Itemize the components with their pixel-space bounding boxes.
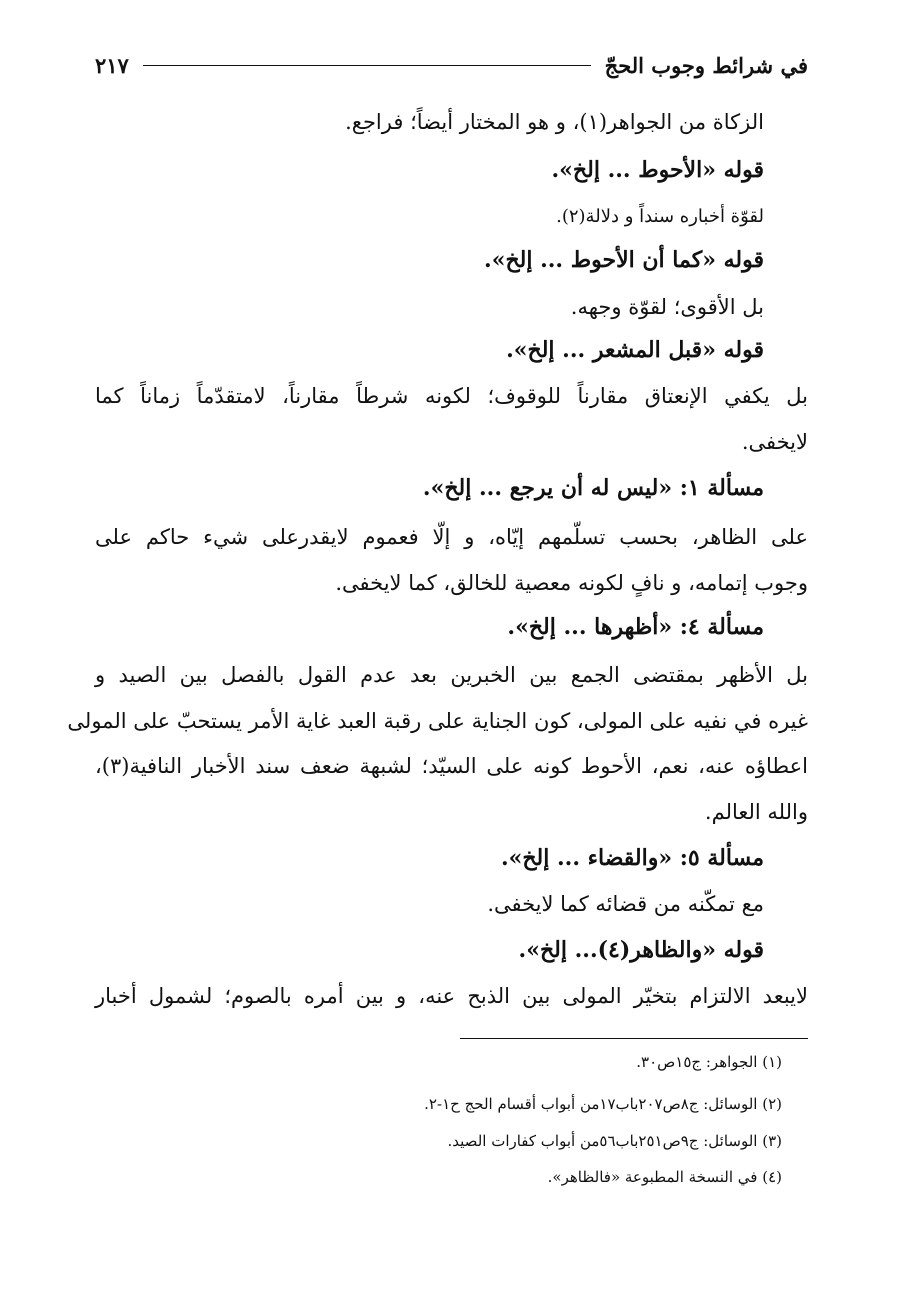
body-line: بل الأقوى؛ لقوّة وجهه. <box>570 295 764 319</box>
footnote: (٢) الوسائل: ج٨ص٢٠٧باب١٧من أبواب أقسام الحج ح١-٢. <box>424 1095 782 1113</box>
heading-line: مسألة ٤: «أظهرها ... إلخ». <box>507 614 764 640</box>
heading-line: قوله «والظاهر(٤)... إلخ». <box>518 937 764 963</box>
body-line: لايخفى. <box>741 430 808 454</box>
body-line: الزكاة من الجواهر(١)، و هو المختار أيضاً؛ فراجع. <box>345 110 764 134</box>
heading-line: مسألة ٥: «والقضاء ... إلخ». <box>500 845 764 871</box>
body-line: بل الأظهر بمقتضى الجمع بين الخبرين بعد عدم القول بالفصل بين الصيد و <box>95 663 808 687</box>
footnote-rule <box>460 1038 808 1039</box>
body-line: والله العالم. <box>704 800 808 824</box>
footnote: (٣) الوسائل: ج٩ص٢٥١باب٥٦من أبواب كفارات الصيد. <box>447 1132 782 1150</box>
body-line: وجوب إتمامه، و نافٍ لكونه معصية للخالق، كما لايخفى. <box>335 571 808 595</box>
body-line: غيره في نفيه على المولى، كون الجناية على رقبة العبد غاية الأمر يستحبّ على المولى <box>67 709 808 733</box>
footnote: (١) الجواهر: ج١٥ص٣٠. <box>636 1053 782 1071</box>
body-line: على الظاهر، بحسب تسلّمهم إيّاه، و إلّا فعموم لايقدرعلى شيء حاكم على <box>95 525 808 549</box>
running-header <box>95 48 808 82</box>
body-line: بل يكفي الإنعتاق مقارناً للوقوف؛ لكونه شرطاً مقارناً، لامتقدّماً زماناً كما <box>95 384 808 408</box>
chapter-title: في شرائط وجوب الحجّ <box>604 52 808 78</box>
body-line: لايبعد الالتزام بتخيّر المولى بين الذبح عنه، و بين أمره بالصوم؛ لشمول أخبار <box>95 984 808 1008</box>
heading-line: قوله «الأحوط ... إلخ». <box>551 157 764 183</box>
header-rule <box>143 65 591 66</box>
heading-line: قوله «كما أن الأحوط ... إلخ». <box>484 247 764 273</box>
heading-line: قوله «قبل المشعر ... إلخ». <box>506 337 764 363</box>
body-line: مع تمكّنه من قضائه كما لايخفى. <box>487 892 764 916</box>
body-line: لقوّة أخباره سنداً و دلالة(٢). <box>556 206 764 227</box>
body-line: اعطاؤه عنه، نعم، الأحوط كونه على السيّد؛ لشبهة ضعف سند الأخبار النافية(٣)، <box>95 754 808 778</box>
footnote: (٤) في النسخة المطبوعة «فالظاهر». <box>547 1168 782 1186</box>
page-number: ٢١٧ <box>95 52 129 78</box>
heading-line: مسألة ١: «ليس له أن يرجع ... إلخ». <box>422 475 764 501</box>
